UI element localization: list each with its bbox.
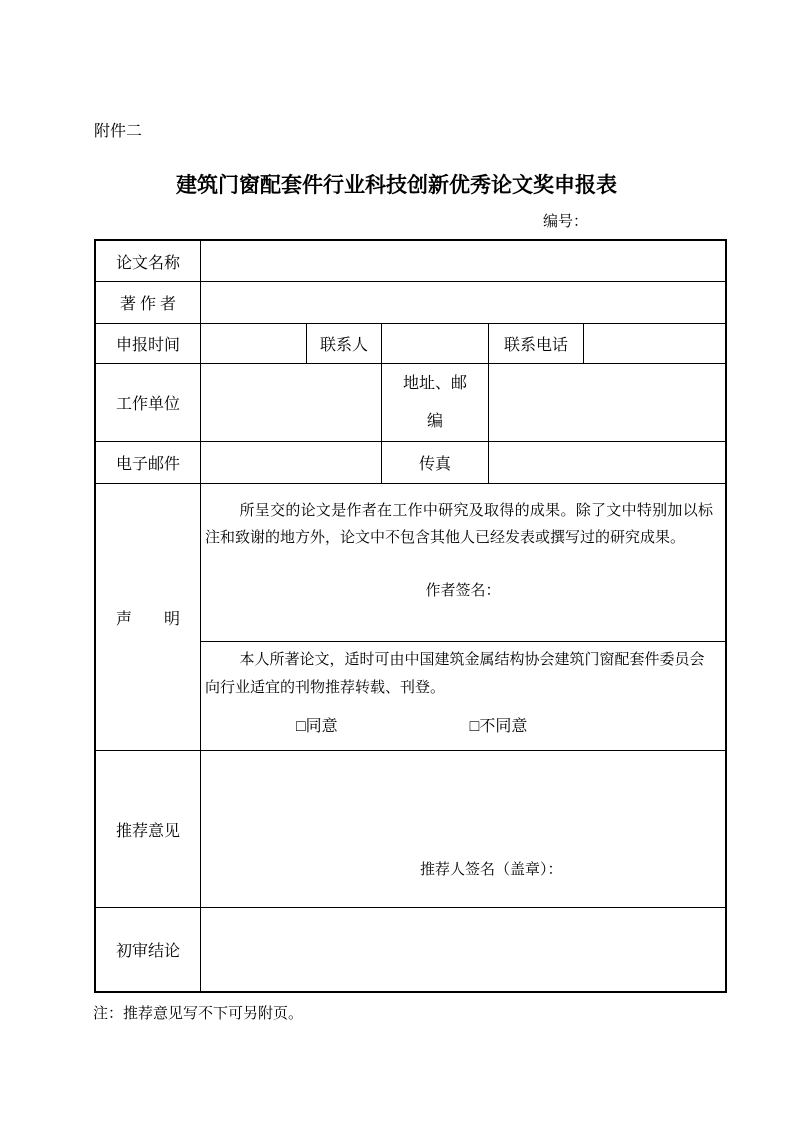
apply-date-label: 申报时间	[115, 337, 180, 354]
address-zip-input[interactable]	[488, 364, 725, 441]
authors-label: 著 作 者	[119, 296, 176, 313]
agree-checkbox-option[interactable]: □同意	[296, 718, 338, 735]
email-input[interactable]	[200, 442, 381, 483]
work-unit-label: 工作单位	[115, 396, 180, 413]
declaration-content	[200, 484, 725, 750]
declaration-part-publish-consent	[201, 641, 725, 750]
fax-label: 传真	[381, 442, 488, 483]
footer-note: 注：推荐意见写不下可另附页。	[93, 1006, 304, 1022]
recommender-signature-label: 推荐人签名（盖章）：	[420, 862, 563, 878]
row-authors	[96, 281, 725, 323]
fax-input[interactable]	[488, 442, 725, 483]
work-unit-input[interactable]	[200, 364, 381, 441]
consent-options	[201, 716, 725, 738]
contact-phone-input[interactable]	[583, 324, 725, 363]
email-label: 电子邮件	[115, 456, 180, 473]
row-apply-contact	[96, 323, 725, 363]
row-declaration	[96, 483, 725, 750]
recommendation-input[interactable]	[200, 751, 725, 907]
address-zip-label: 地址、邮编	[381, 364, 488, 441]
paper-name-label: 论文名称	[115, 254, 180, 272]
row-preliminary-review	[96, 907, 725, 991]
preliminary-review-label: 初审结论	[115, 943, 180, 960]
apply-date-input[interactable]	[200, 324, 306, 363]
row-email-fax	[96, 441, 725, 483]
recommendation-label: 推荐意见	[115, 822, 180, 840]
contact-label: 联系人	[306, 324, 381, 363]
contact-input[interactable]	[381, 324, 488, 363]
author-signature-label: 作者签名：	[425, 583, 501, 599]
number-label: 编号：	[543, 214, 589, 230]
application-form-table	[94, 239, 727, 993]
page-title: 建筑门窗配套件行业科技创新优秀论文奖申报表	[176, 174, 617, 197]
preliminary-review-input[interactable]	[200, 908, 725, 991]
authors-input[interactable]	[200, 282, 725, 323]
declaration-part-originality	[201, 484, 725, 641]
disagree-checkbox-option[interactable]: □不同意	[469, 718, 528, 735]
row-paper-name	[96, 241, 725, 281]
declaration-statement-1: 所呈交的论文是作者在工作中研究及取得的成果。除了文中特别加以标注和致谢的地方外，论文中不包含其他人已经发表或撰写过的研究成果。	[205, 503, 713, 546]
attachment-label: 附件二	[94, 123, 143, 140]
contact-phone-label: 联系电话	[488, 324, 583, 363]
row-work-unit	[96, 363, 725, 441]
declaration-statement-2: 本人所著论文，适时可由中国建筑金属结构协会建筑门窗配套件委员会向行业适宜的刊物推荐转载、刊登。	[205, 652, 705, 696]
declaration-label: 声 明	[115, 610, 180, 628]
row-recommendation	[96, 750, 725, 907]
paper-name-input[interactable]	[200, 241, 725, 281]
